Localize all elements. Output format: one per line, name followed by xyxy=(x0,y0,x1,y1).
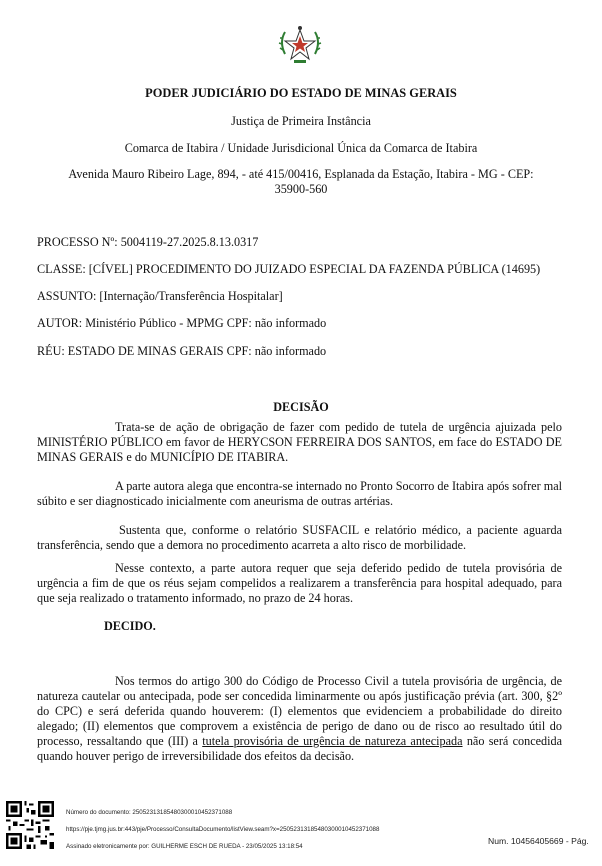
instance-label: Justiça de Primeira Instância xyxy=(231,114,371,128)
decision-title: DECISÃO xyxy=(273,400,329,414)
court-name: PODER JUDICIÁRIO DO ESTADO DE MINAS GERAIS xyxy=(145,86,457,100)
decido-heading: DECIDO. xyxy=(104,619,156,633)
paragraph-facts: Trata-se de ação de obrigação de fazer com pedido de tutela de urgência ajuizada pelo MINISTÉRIO PÚBLICO em favor de HERYCSON FERREIRA DOS SANTOS, em face do ESTADO DE MINAS GERAIS e do MUNICÍPIO DE ITABIRA. xyxy=(37,420,562,464)
comarca-label: Comarca de Itabira / Unidade Jurisdicional Única da Comarca de Itabira xyxy=(124,141,478,155)
case-defendant: RÉU: ESTADO DE MINAS GERAIS CPF: não informado xyxy=(37,344,327,358)
case-class: CLASSE: [CÍVEL] PROCEDIMENTO DO JUIZADO ESPECIAL DA FAZENDA PÚBLICA (14695) xyxy=(37,262,541,276)
legal-basis-underlined: tutela provisória de urgência de natureza antecipada xyxy=(202,734,463,748)
paragraph-report: Sustenta que, conforme o relatório SUSFACIL e relatório médico, a paciente aguarda transferência, sendo que a demora no procedimento acarreta a alto risco de morbilidade. xyxy=(37,523,562,552)
paragraph-allegation: A parte autora alega que encontra-se internado no Pronto Socorro de Itabira após sofrer mal súbito e ser diagnosticado inicialmente com aneurisma de outras artérias. xyxy=(37,479,562,508)
case-plaintiff: AUTOR: Ministério Público - MPMG CPF: não informado xyxy=(37,316,327,330)
footer-url[interactable]: https://pje.tjmg.jus.br:443/pje/Processo/ConsultaDocumento/listView.seam?x=25052313185480300010452371088 xyxy=(66,826,380,833)
case-subject: ASSUNTO: [Internação/Transferência Hospitalar] xyxy=(37,289,283,303)
qr-code-icon xyxy=(6,801,54,849)
coat-of-arms-icon xyxy=(277,24,323,66)
legal-basis-text: Nos termos do artigo 300 do Código de Processo Civil a tutela provisória de urgência, de natureza cautelar ou antecipada, pode ser concedida liminarmente ou após justificação prévia (art. 300, §2º do CPC) e será deferida quando houverem: (I) elementos que evidenciem a probabilidade do direito alegado; (II) elementos que comprovem a existência de perigo de dano ou de risco ao resultado útil do processo, ressaltando que (III) a xyxy=(37,674,562,748)
footer-document-number: Número do documento: 25052313185480300010452371088 xyxy=(66,809,233,816)
legal-basis-text-end: não será concedida quando houver perigo de irreversibilidade dos efeitos da decisão. xyxy=(37,734,562,763)
paragraph-request: Nesse contexto, a parte autora requer que seja deferido pedido de tutela provisória de urgência a fim de que os réus sejam compelidos a realizarem a transferência para hospital adequado, para que seja realizado o tratamento informado, no prazo de 24 horas. xyxy=(37,561,562,605)
footer-signature: Assinado eletronicamente por: GUILHERME ESCH DE RUEDA - 23/05/2025 13:18:54 xyxy=(66,843,303,850)
footer-page-number: Num. 10456405669 - Pág. xyxy=(488,836,589,846)
case-number: PROCESSO Nº: 5004119-27.2025.8.13.0317 xyxy=(37,235,259,249)
court-address: Avenida Mauro Ribeiro Lage, 894, - até 415/00416, Esplanada da Estação, Itabira - MG - CEP: 35900-560 xyxy=(68,167,534,196)
paragraph-legal-basis xyxy=(37,674,562,764)
